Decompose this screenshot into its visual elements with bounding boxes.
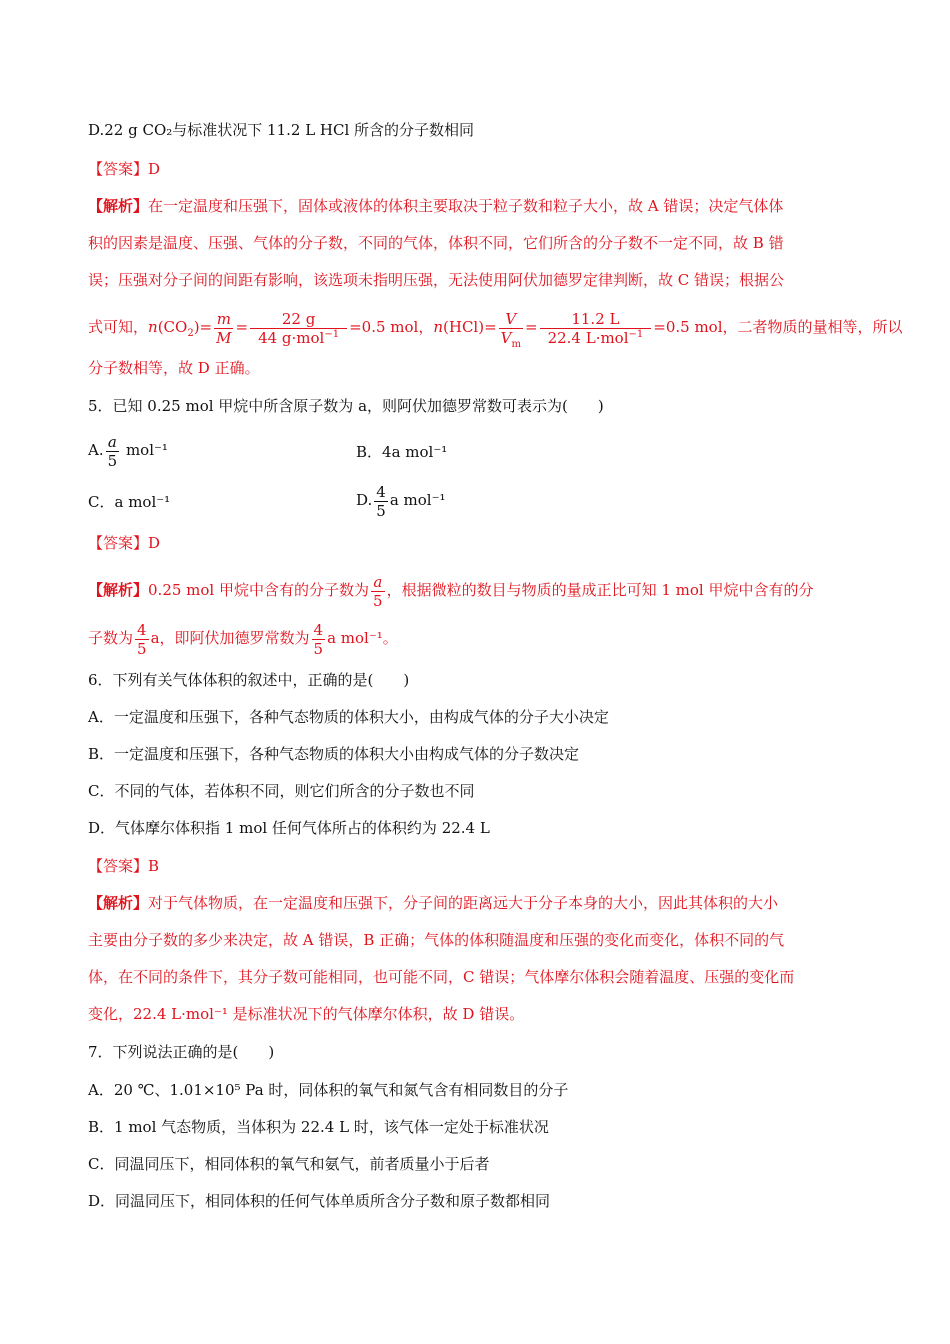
q6-question: 6．下列有关气体体积的叙述中，正确的是( ): [88, 671, 410, 689]
q4-analysis-line-1: [88, 196, 783, 216]
fraction-V-over-Vm: $\frac{V}{V_m}$: [500, 309, 521, 350]
q6-option-c: C．不同的气体，若体积不同，则它们所含的分子数也不同: [88, 782, 475, 800]
q7-option-d: D．同温同压下，相同体积的任何气体单质所含分子数和原子数都相同: [88, 1192, 551, 1210]
q4-analysis-line-5: 分子数相等，故 D 正确。: [88, 359, 260, 377]
q4-formula-line: 式可知，$n(CO_2)=$ $\frac{m}{M}$ = $\frac{22 g}{44 g\cdot mol^{-1}}$ =0.5 mol，n(HCl)= $\frac{V}{V_m}$ = $\frac{11.2 L}{22.4 L\cdot mol^{-1}}$ =0.5 mol，二者物质的量相等，所以: [88, 309, 903, 350]
fraction-m-over-M: $\frac{m}{M}$: [216, 309, 232, 347]
q6-answer: 【答案】B: [88, 857, 160, 875]
fraction-22g-over-44: $\frac{22 g}{44 g\cdot mol^{-1}}$: [250, 310, 347, 347]
fraction-a-over-5: $\frac{a}{5}$: [373, 572, 383, 610]
q5-option-a: A. $\frac{a}{5}$ mol⁻¹: [88, 432, 168, 470]
q6-analysis-line-4: 变化，22.4 L·mol⁻¹ 是标准状况下的气体摩尔体积，故 D 错误。: [88, 1005, 525, 1023]
q5-analysis-line-2: 子数为 $\frac{4}{5}$ a，即阿伏加德罗常数为 $\frac{4}{5}$ a mol⁻¹。: [88, 620, 398, 658]
q5-option-b: B．4a mol⁻¹: [356, 443, 448, 461]
q7-question: 7．下列说法正确的是( ): [88, 1043, 275, 1061]
q5-option-d: D. $\frac{4}{5}$ a mol⁻¹: [356, 482, 446, 520]
q6-option-a: A．一定温度和压强下，各种气态物质的体积大小，由构成气体的分子大小决定: [88, 708, 609, 726]
analysis-label: 【解析】: [88, 197, 149, 215]
q4-answer: 【答案】D: [88, 160, 161, 178]
q4-analysis-text-1: 在一定温度和压强下，固体或液体的体积主要取决于粒子数和粒子大小，故 A 错误；决定气体体: [148, 197, 784, 215]
fraction-a-over-5: $\frac{a}{5}$: [107, 432, 118, 470]
q6-analysis-line-1: 【解析】对于气体物质，在一定温度和压强下，分子间的距离远大于分子本身的大小，因此其体积的大小: [88, 894, 779, 912]
fraction-11-2-over-22-4: $\frac{11.2 L}{22.4 L\cdot mol^{-1}}$: [540, 310, 652, 347]
fraction-4-over-5: $\frac{4}{5}$: [376, 482, 386, 520]
q7-option-c: C．同温同压下，相同体积的氧气和氨气，前者质量小于后者: [88, 1155, 490, 1173]
q5-analysis-line-1: 【解析】0.25 mol 甲烷中含有的分子数为 $\frac{a}{5}$ ，根据微粒的数目与物质的量成正比可知 1 mol 甲烷中含有的分: [88, 572, 814, 610]
q7-option-a: A．20 ℃、1.01×10⁵ Pa 时，同体积的氧气和氮气含有相同数目的分子: [88, 1081, 569, 1099]
q4-analysis-line-2: 积的因素是温度、压强、气体的分子数，不同的气体，体积不同，它们所含的分子数不一定不同，故 B 错: [88, 234, 784, 252]
q6-option-b: B．一定温度和压强下，各种气态物质的体积大小由构成气体的分子数决定: [88, 745, 580, 763]
fraction-4-over-5: $\frac{4}{5}$: [313, 620, 324, 658]
analysis-label: 【解析】: [88, 581, 149, 599]
option-d-previous: D.22 g CO₂与标准状况下 11.2 L HCl 所含的分子数相同: [88, 121, 475, 139]
q5-options-row-1: [88, 430, 168, 470]
q7-option-b: B．1 mol 气态物质，当体积为 22.4 L 时，该气体一定处于标准状况: [88, 1118, 549, 1136]
analysis-label: 【解析】: [88, 894, 149, 912]
q5-question: 5．已知 0.25 mol 甲烷中所含原子数为 a，则阿伏加德罗常数可表示为( ): [88, 397, 604, 415]
q5-option-c: C．a mol⁻¹: [88, 493, 171, 511]
q6-analysis-line-3: 体，在不同的条件下，其分子数可能相同，也可能不同，C 错误；气体摩尔体积会随着温度、压强的变化而: [88, 968, 795, 986]
q4-analysis-line-3: 误；压强对分子间的间距有影响，该选项未指明压强，无法使用阿伏加德罗定律判断，故 C 错误；根据公: [88, 271, 785, 289]
q5-answer: 【答案】D: [88, 534, 161, 552]
formula-prefix: 式可知，: [88, 318, 149, 336]
fraction-4-over-5: $\frac{4}{5}$: [137, 620, 147, 658]
q6-analysis-line-2: 主要由分子数的多少来决定，故 A 错误，B 正确；气体的体积随温度和压强的变化而变化，体积不同的气: [88, 931, 785, 949]
q6-option-d: D．气体摩尔体积指 1 mol 任何气体所占的体积约为 22.4 L: [88, 819, 490, 837]
